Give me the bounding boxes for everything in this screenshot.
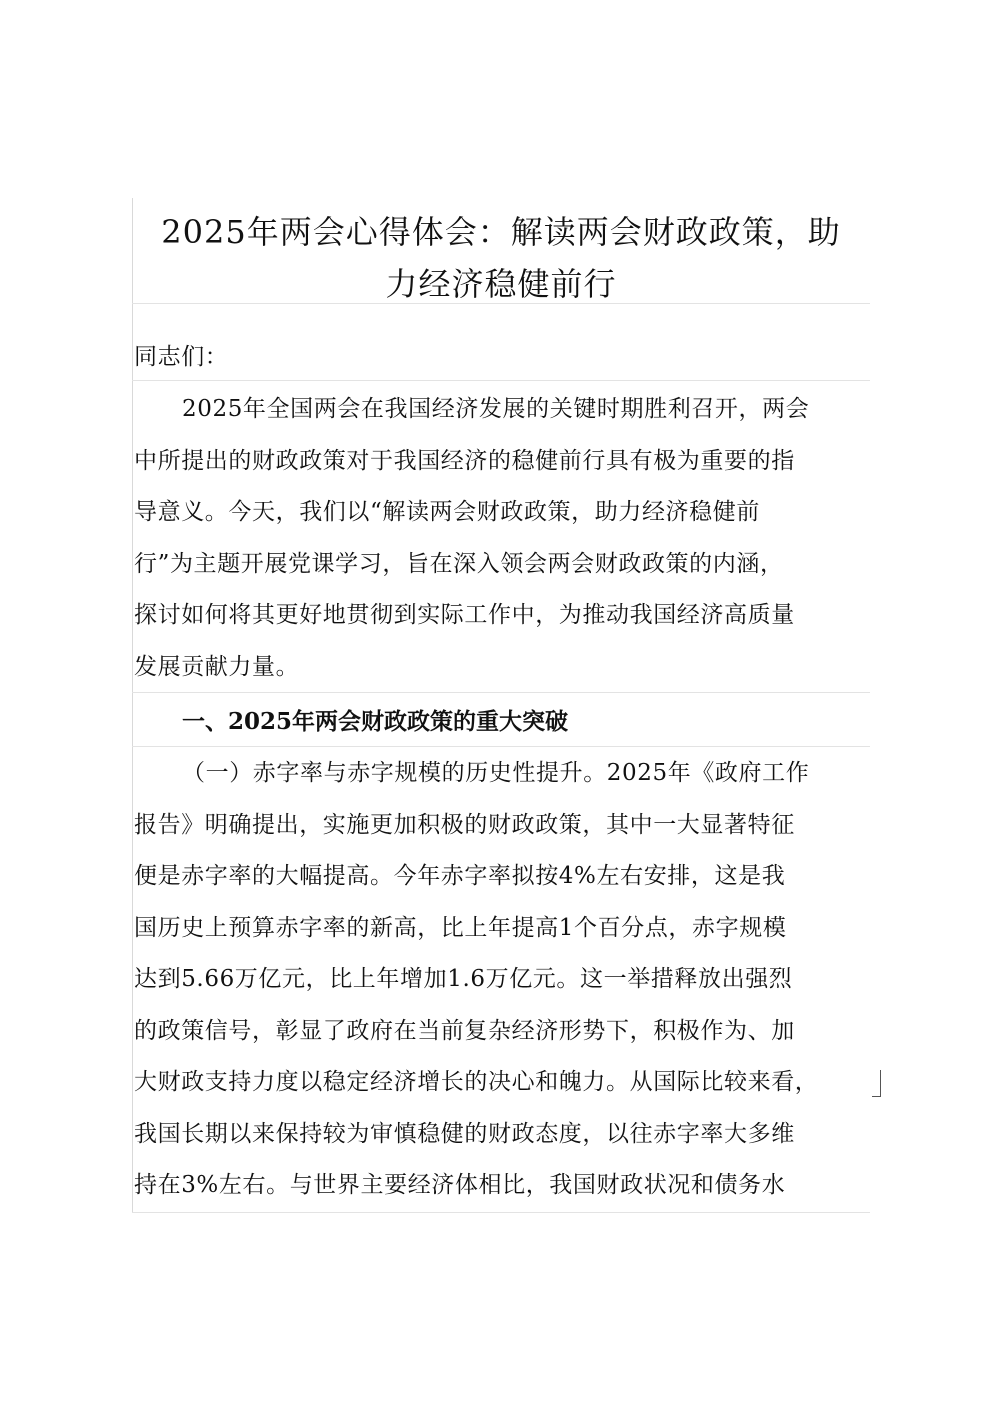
margin-bracket-mark bbox=[872, 1070, 881, 1097]
paragraph-line: 便是赤字率的大幅提高。今年赤字率拟按4%左右安排，这是我 bbox=[134, 863, 786, 889]
divider-line bbox=[132, 746, 870, 747]
divider-line bbox=[132, 380, 870, 381]
paragraph-line: 行”为主题开展党课学习，旨在深入领会两会财政政策的内涵， bbox=[134, 550, 784, 577]
section-heading: 一、2025年两会财政政策的重大突破 bbox=[182, 708, 569, 735]
paragraph-line: 我国长期以来保持较为审慎稳健的财政态度，以往赤字率大多维 bbox=[134, 1120, 795, 1147]
document-page bbox=[132, 198, 870, 1213]
paragraph-line: 的政策信号，彰显了政府在当前复杂经济形势下，积极作为、加 bbox=[134, 1017, 795, 1044]
paragraph-line: 大财政支持力度以稳定经济增长的决心和魄力。从国际比较来看， bbox=[134, 1069, 819, 1095]
paragraph-line: 发展贡献力量。 bbox=[134, 653, 300, 680]
paragraph-line: （一）赤字率与赤字规模的历史性提升。2025年《政府工作 bbox=[182, 760, 810, 786]
paragraph-line: 报告》明确提出，实施更加积极的财政政策，其中一大显著特征 bbox=[134, 811, 795, 838]
paragraph-line: 达到5.66万亿元，比上年增加1.6万亿元。这一举措释放出强烈 bbox=[134, 966, 793, 992]
section1-paragraph bbox=[134, 748, 864, 1212]
divider-line bbox=[132, 1212, 870, 1213]
paragraph-line: 导意义。今天，我们以“解读两会财政政策，助力经济稳健前 bbox=[134, 499, 760, 525]
intro-paragraph bbox=[134, 384, 864, 693]
divider-line bbox=[132, 692, 870, 693]
title-line: 2025年两会心得体会：解读两会财政政策，助 bbox=[161, 213, 841, 251]
salutation-text: 同志们： bbox=[134, 344, 229, 370]
paragraph-line: 2025年全国两会在我国经济发展的关键时期胜利召开，两会 bbox=[182, 396, 810, 422]
left-border-line bbox=[132, 198, 133, 1213]
paragraph-line: 探讨如何将其更好地贯彻到实际工作中，为推动我国经济高质量 bbox=[134, 602, 795, 628]
paragraph-line: 国历史上预算赤字率的新高，比上年提高1个百分点，赤字规模 bbox=[134, 914, 787, 941]
divider-line bbox=[132, 303, 870, 304]
paragraph-line: 中所提出的财政政策对于我国经济的稳健前行具有极为重要的指 bbox=[134, 447, 795, 474]
paragraph-line: 持在3%左右。与世界主要经济体相比，我国财政状况和债务水 bbox=[134, 1172, 786, 1198]
document-title bbox=[132, 206, 870, 310]
title-line: 力经济稳健前行 bbox=[385, 265, 617, 303]
salutation bbox=[134, 332, 864, 384]
